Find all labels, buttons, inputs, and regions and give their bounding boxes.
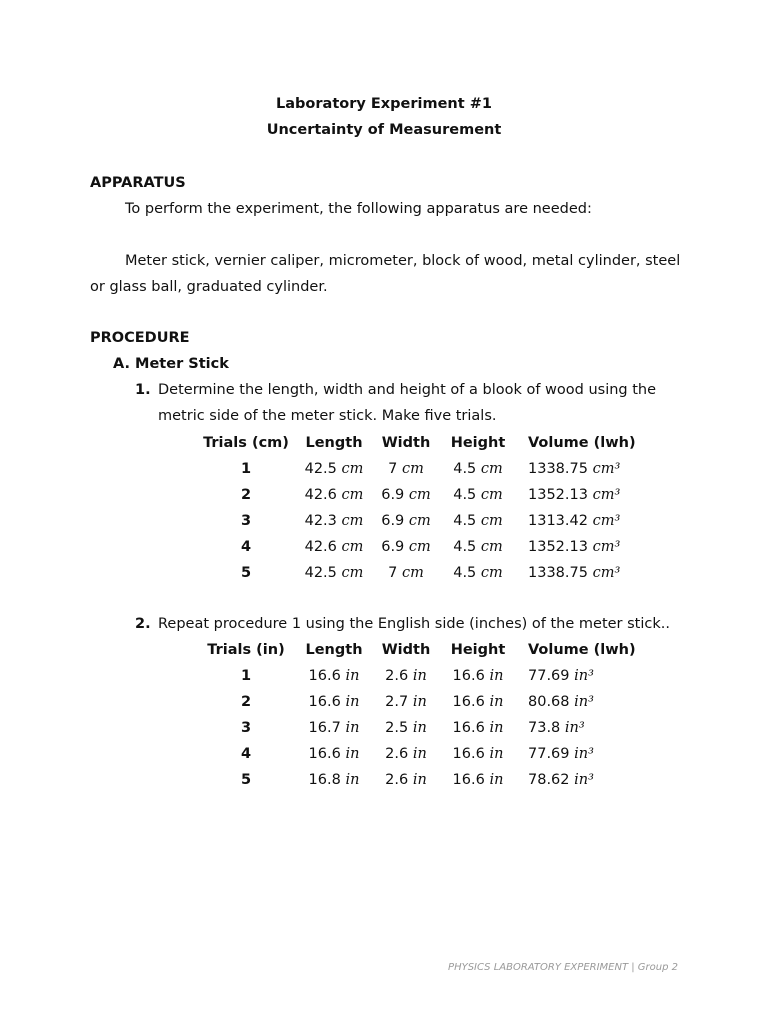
volume-unit-label: cm³ <box>592 461 621 477</box>
procedure-heading: PROCEDURE <box>90 330 190 346</box>
volume-cell <box>520 482 650 508</box>
table-row <box>200 689 650 715</box>
table-header-row <box>200 637 650 663</box>
unit-label: cm <box>480 565 503 581</box>
table-row <box>200 482 650 508</box>
height-value: 16.6 <box>452 746 485 762</box>
length-value: 16.6 <box>308 694 341 710</box>
width-cell <box>376 715 436 741</box>
trial-number: 1 <box>240 461 252 477</box>
volume-value: 80.68 <box>528 694 570 710</box>
volume-value: 1338.75 <box>528 461 588 477</box>
trial-number: 5 <box>240 565 252 581</box>
unit-label: cm <box>408 487 431 503</box>
unit-label: in <box>489 772 504 788</box>
volume-unit-label: in³ <box>574 772 594 788</box>
width-cell <box>376 508 436 534</box>
unit-label: in <box>412 668 427 684</box>
height-value: 4.5 <box>453 539 477 555</box>
trial-number: 2 <box>240 694 252 710</box>
unit-label: cm <box>480 487 503 503</box>
unit-label: cm <box>341 487 364 503</box>
section-a-heading: A. Meter Stick <box>113 356 229 372</box>
width-value: 7 <box>388 565 398 581</box>
apparatus-intro: To perform the experiment, the following apparatus are needed: <box>125 201 592 217</box>
width-cell <box>376 482 436 508</box>
unit-label: in <box>345 668 360 684</box>
length-value: 42.6 <box>304 539 337 555</box>
width-value: 7 <box>388 461 398 477</box>
column-header-height: Height <box>450 642 506 658</box>
page-footer: PHYSICS LABORATORY EXPERIMENT | Group 2 <box>448 962 678 973</box>
height-value: 4.5 <box>453 565 477 581</box>
table-row <box>200 767 650 793</box>
english-measurement-table <box>200 637 650 793</box>
height-cell <box>436 482 520 508</box>
volume-cell <box>520 560 650 586</box>
volume-cell <box>520 715 650 741</box>
volume-unit-label: cm³ <box>592 565 621 581</box>
column-header-volume: Volume (lwh) <box>528 435 636 451</box>
table-row <box>200 741 650 767</box>
step-2-text: Repeat procedure 1 using the English side (inches) of the meter stick.. <box>158 616 670 632</box>
width-value: 2.5 <box>385 720 409 736</box>
volume-value: 1352.13 <box>528 539 588 555</box>
volume-cell <box>520 663 650 689</box>
table-row <box>200 534 650 560</box>
volume-value: 77.69 <box>528 746 570 762</box>
volume-value: 1338.75 <box>528 565 588 581</box>
unit-label: cm <box>480 461 503 477</box>
step-2-number: 2. <box>135 616 151 632</box>
length-cell <box>292 482 376 508</box>
trial-number: 2 <box>240 487 252 503</box>
table-row <box>200 560 650 586</box>
height-value: 4.5 <box>453 461 477 477</box>
apparatus-heading: APPARATUS <box>90 175 186 191</box>
unit-label: cm <box>480 513 503 529</box>
length-cell <box>292 560 376 586</box>
unit-label: cm <box>341 539 364 555</box>
trial-number: 3 <box>240 720 252 736</box>
volume-unit-label: cm³ <box>592 513 621 529</box>
width-value: 6.9 <box>381 513 405 529</box>
trial-number: 5 <box>240 772 252 788</box>
volume-unit-label: cm³ <box>592 539 621 555</box>
unit-label: in <box>412 772 427 788</box>
unit-label: cm <box>401 565 424 581</box>
length-value: 16.6 <box>308 668 341 684</box>
column-header-volume: Volume (lwh) <box>528 642 636 658</box>
height-value: 16.6 <box>452 720 485 736</box>
length-value: 16.7 <box>308 720 341 736</box>
volume-unit-label: in³ <box>564 720 585 736</box>
length-cell <box>292 741 376 767</box>
unit-label: in <box>489 668 504 684</box>
volume-unit-label: in³ <box>574 746 594 762</box>
unit-label: in <box>489 694 504 710</box>
unit-label: cm <box>401 461 424 477</box>
unit-label: cm <box>341 565 364 581</box>
column-header-width: Width <box>381 435 431 451</box>
unit-label: cm <box>408 513 431 529</box>
length-cell <box>292 767 376 793</box>
unit-label: in <box>345 720 360 736</box>
volume-unit-label: in³ <box>574 694 594 710</box>
column-header-length: Length <box>305 642 363 658</box>
height-cell <box>436 767 520 793</box>
width-cell <box>376 741 436 767</box>
unit-label: in <box>489 746 504 762</box>
unit-label: in <box>412 720 427 736</box>
unit-label: in <box>345 772 360 788</box>
step-1-number: 1. <box>135 382 151 398</box>
width-value: 6.9 <box>381 539 405 555</box>
width-cell <box>376 534 436 560</box>
height-cell <box>436 508 520 534</box>
height-cell <box>436 560 520 586</box>
height-value: 16.6 <box>452 668 485 684</box>
table-row <box>200 715 650 741</box>
trial-number: 4 <box>240 746 252 762</box>
table-row <box>200 456 650 482</box>
document-title: Laboratory Experiment #1 <box>276 96 492 112</box>
width-value: 2.6 <box>385 668 409 684</box>
volume-value: 78.62 <box>528 772 570 788</box>
length-cell <box>292 456 376 482</box>
height-cell <box>436 663 520 689</box>
width-value: 2.7 <box>385 694 409 710</box>
volume-cell <box>520 689 650 715</box>
height-cell <box>436 689 520 715</box>
volume-value: 1352.13 <box>528 487 588 503</box>
unit-label: cm <box>341 513 364 529</box>
length-cell <box>292 663 376 689</box>
column-header-trials: Trials (cm) <box>203 435 289 451</box>
volume-value: 77.69 <box>528 668 570 684</box>
column-header-length: Length <box>305 435 363 451</box>
trial-number: 3 <box>240 513 252 529</box>
width-value: 2.6 <box>385 746 409 762</box>
unit-label: in <box>412 694 427 710</box>
table-row <box>200 508 650 534</box>
length-cell <box>292 508 376 534</box>
width-cell <box>376 560 436 586</box>
unit-label: in <box>345 746 360 762</box>
height-value: 4.5 <box>453 513 477 529</box>
width-cell <box>376 663 436 689</box>
height-cell <box>436 715 520 741</box>
height-cell <box>436 741 520 767</box>
metric-measurement-table <box>200 430 650 586</box>
volume-cell <box>520 508 650 534</box>
trial-number: 4 <box>240 539 252 555</box>
volume-unit-label: cm³ <box>592 487 621 503</box>
volume-unit-label: in³ <box>574 668 594 684</box>
width-value: 6.9 <box>381 487 405 503</box>
length-value: 42.5 <box>304 565 337 581</box>
width-cell <box>376 456 436 482</box>
column-header-trials: Trials (in) <box>207 642 285 658</box>
volume-value: 73.8 <box>528 720 561 736</box>
length-cell <box>292 689 376 715</box>
volume-cell <box>520 767 650 793</box>
column-header-height: Height <box>450 435 506 451</box>
volume-value: 1313.42 <box>528 513 588 529</box>
length-value: 42.3 <box>304 513 337 529</box>
volume-cell <box>520 456 650 482</box>
length-cell <box>292 534 376 560</box>
step-1-text: Determine the length, width and height of a blook of wood using the metric side of the meter stick. Make five trials. <box>158 382 657 424</box>
apparatus-list: Meter stick, vernier caliper, micrometer, block of wood, metal cylinder, steel or glass ball, graduated cylinder. <box>90 253 681 295</box>
unit-label: in <box>345 694 360 710</box>
unit-label: cm <box>341 461 364 477</box>
width-cell <box>376 689 436 715</box>
volume-cell <box>520 534 650 560</box>
trial-number: 1 <box>240 668 252 684</box>
unit-label: cm <box>480 539 503 555</box>
table-row <box>200 663 650 689</box>
height-cell <box>436 534 520 560</box>
length-value: 16.8 <box>308 772 341 788</box>
length-value: 16.6 <box>308 746 341 762</box>
unit-label: cm <box>408 539 431 555</box>
height-value: 16.6 <box>452 694 485 710</box>
unit-label: in <box>412 746 427 762</box>
length-cell <box>292 715 376 741</box>
volume-cell <box>520 741 650 767</box>
width-cell <box>376 767 436 793</box>
width-value: 2.6 <box>385 772 409 788</box>
table-header-row <box>200 430 650 456</box>
height-value: 4.5 <box>453 487 477 503</box>
length-value: 42.6 <box>304 487 337 503</box>
height-value: 16.6 <box>452 772 485 788</box>
column-header-width: Width <box>381 642 431 658</box>
unit-label: in <box>489 720 504 736</box>
length-value: 42.5 <box>304 461 337 477</box>
document-subtitle: Uncertainty of Measurement <box>266 122 502 138</box>
height-cell <box>436 456 520 482</box>
